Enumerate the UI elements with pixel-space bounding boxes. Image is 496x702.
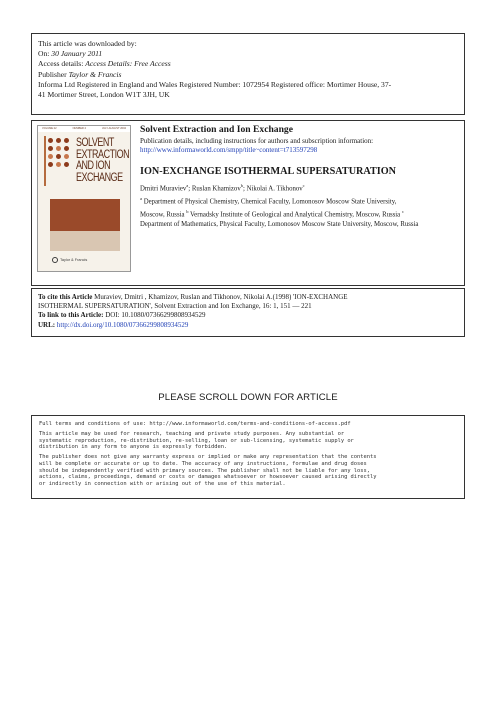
affiliation-text: Vernadsky Institute of Geological and Analytical Chemistry, Moscow, Russia [188,210,401,218]
cover-title [76,137,130,184]
terms-paragraph-line: should be independently verified with primary sources. The publisher shall not be liable for any loss, [39,467,371,474]
publication-details [140,137,373,155]
affiliation-text: Moscow, Russia [140,210,185,218]
author-list [140,181,418,194]
url-line [38,321,458,330]
cite-line-1 [38,293,458,302]
cover-light-block [50,231,120,251]
informa-registration-line-1: Informa Ltd Registered in England and Wales Registered Number: 1072954 Registered office: Mortimer House, 37- [38,79,392,89]
affil-marker: a [140,195,142,201]
cover-publisher-text: Taylor & Francis [60,258,88,262]
download-date-value: 30 January 2011 [51,49,103,59]
doi-url-link[interactable]: http://dx.doi.org/10.1080/07366299808934529 [56,320,189,329]
informa-registration-line-2: 41 Mortimer Street, London W1T 3JH, UK [38,90,170,100]
authors-affiliations [140,181,418,229]
scroll-notice: PLEASE SCROLL DOWN FOR ARTICLE [158,392,338,403]
cover-volume: VOLUME 22 [42,127,57,130]
download-date-line [38,49,458,59]
terms-label: Full terms and conditions of use: [39,421,150,427]
cite-label: To cite this Article [38,293,93,301]
publisher-line [38,70,458,80]
url-label: URL: [38,320,57,329]
terms-paragraph-line: distribution in any form to anyone is expressly forbidden. [39,444,228,451]
cover-color-block [50,199,120,231]
cover-date: JULY-AUGUST 2004 [101,127,126,130]
doi-value: DOI: 10.1080/07366299808934529 [105,311,206,320]
cite-text: Muraviev, Dmitri , Khamizov, Ruslan and Tikhonov, Nikolai A.(1998) 'ION-EXCHANGE [92,293,348,301]
terms-paragraph-line: This article may be used for research, teaching and private study purposes. Any substantial or [39,431,345,438]
cover-title-line: EXCHANGE [76,171,123,184]
author-affil-marker: b [240,183,243,188]
affiliation-a [140,194,418,207]
terms-paragraph-line: will be complete or accurate or up to date. The accuracy of any instructions, formulae and drug doses [39,460,367,467]
author-affil-marker: c [302,183,305,188]
citation-box [31,288,465,337]
author-affil-marker: a [186,183,189,188]
cover-dot-pattern [48,138,72,174]
affil-marker: b [186,208,189,214]
terms-paragraph-line: The publisher does not give any warranty express or implied or make any representation that the contents [39,454,377,461]
cover-number: NUMBER 4 [72,127,86,130]
journal-title: Solvent Extraction and Ion Exchange [140,124,293,135]
author-name: ; Nikolai A. Tikhonov [242,185,303,193]
journal-url-link[interactable]: http://www.informaworld.com/smpp/title~content=t713597298 [140,146,318,154]
terms-url-link[interactable]: http://www.informaworld.com/terms-and-conditions-of-access.pdf [149,421,351,427]
publisher-value: Taylor & Francis [68,69,122,79]
downloaded-by-line: This article was downloaded by: [38,39,137,48]
terms-paragraph-line: systematic reproduction, re-distribution, re-selling, loan or sub-licensing, systematic supply or [39,437,354,444]
cover-publisher-logo [52,257,87,263]
article-title: ION-EXCHANGE ISOTHERMAL SUPERSATURATION [140,166,397,177]
author-name: Dmitri Muraviev [140,185,187,193]
terms-box [31,415,465,499]
cover-header [42,127,126,130]
cover-title-line: SOLVENT [76,137,114,149]
link-line [38,311,458,320]
affiliation-text: Department of Physical Chemistry, Chemical Faculty, Lomonosov Moscow State University, [142,198,397,206]
taylor-francis-logo-icon [52,257,58,263]
link-label: To link to this Article: [38,311,106,320]
download-info-box [31,33,465,115]
cover-title-line: EXTRACTION [76,148,130,161]
download-date-label: On: [38,49,52,59]
cover-title-line: AND ION [76,160,111,172]
publication-details-text: Publication details, including instructions for authors and subscription information: [140,137,374,145]
cover-accent-strip [44,136,46,186]
terms-line [39,421,457,428]
journal-cover-image [37,125,131,272]
cite-line-2: ISOTHERMAL SUPERSATURATION', Solvent Extraction and Ion Exchange, 16: 1, 151 — 221 [38,302,312,311]
affiliation-c: Department of Mathematics, Physical Faculty, Lomonosov Moscow State University, Moscow, Russia [140,220,419,228]
access-details-label: Access details: [38,59,86,69]
affiliation-a-b [140,207,418,220]
terms-paragraph-line: actions, claims, proceedings, demand or costs or damages whatsoever or howsoever caused arising directly [39,474,377,481]
access-details-value: Access Details: Free Access [85,59,171,69]
affil-marker: c [401,208,404,214]
terms-paragraph-line: or indirectly in connection with or arising out of the use of this material. [39,480,286,487]
access-details-line [38,59,458,69]
author-name: ; Ruslan Khamizov [188,185,241,193]
publisher-label: Publisher [38,69,69,79]
